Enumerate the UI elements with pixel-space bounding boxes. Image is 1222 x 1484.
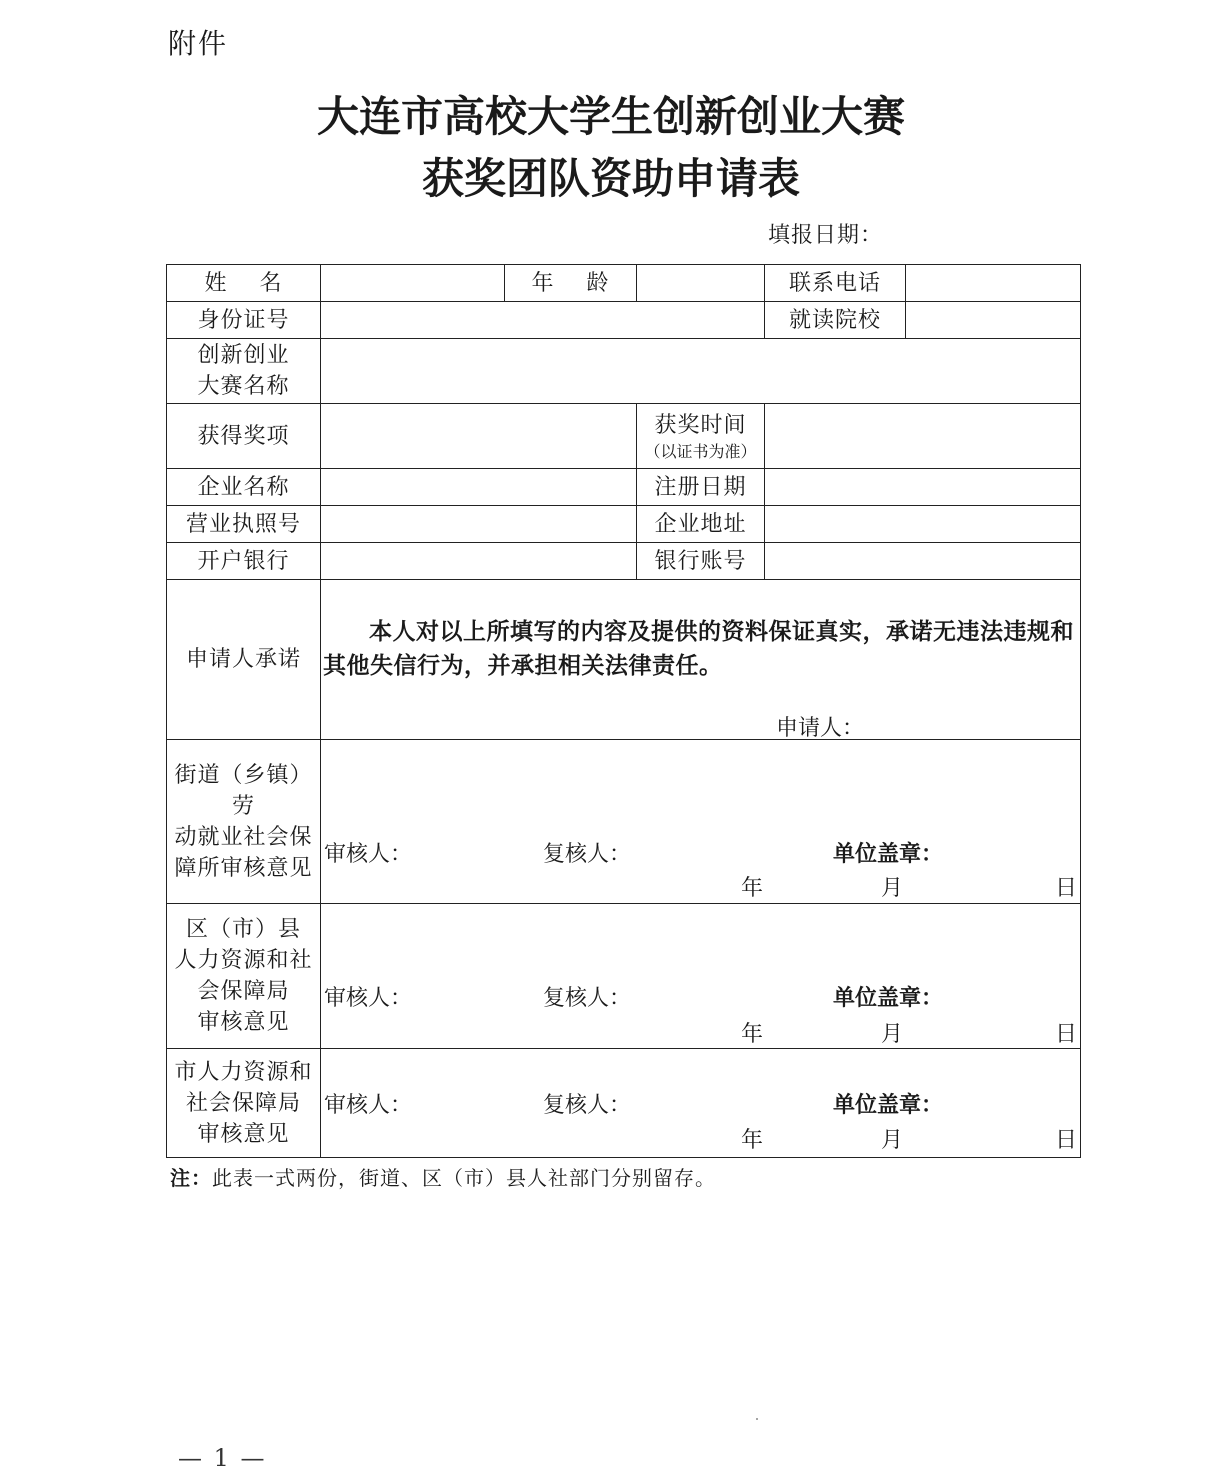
review-district-label-line2: 人力资源和社 [174, 948, 313, 973]
footnote [170, 1162, 716, 1191]
phone-field[interactable] [906, 265, 1081, 302]
license-no-field[interactable] [321, 506, 637, 543]
review-district-label-line1: 区（市）县 [185, 917, 301, 942]
award-time-field[interactable] [765, 404, 1081, 469]
form-title-line1: 大连市高校大学生创新创业大赛 [316, 92, 905, 141]
review-street-label-line2: 动就业社会保 [174, 824, 313, 850]
name-field[interactable] [321, 265, 505, 302]
award-time-note: （以证书为准） [644, 441, 757, 461]
id-number-label: 身份证号 [167, 302, 321, 339]
award-time-label [637, 404, 765, 469]
scan-speck [756, 1418, 758, 1420]
competition-label-line2: 大赛名称 [197, 374, 290, 399]
license-no-label: 营业执照号 [167, 506, 321, 543]
competition-label-line1: 创新创业 [197, 343, 290, 368]
name-label: 姓 名 [167, 265, 321, 302]
applicant-signature-label: 申请人： [776, 715, 865, 741]
review-city-label-line2: 社会保障局 [185, 1090, 301, 1116]
row-license [167, 506, 1081, 543]
month-label: 月 [881, 1127, 904, 1153]
award-label: 获得奖项 [167, 404, 321, 469]
reviewer-label: 审核人： [324, 841, 413, 867]
review-street-label [167, 740, 321, 904]
rechecker-label: 复核人： [543, 985, 632, 1011]
review-street-label-line1: 街道（乡镇）劳 [174, 762, 313, 819]
row-competition [167, 339, 1081, 404]
footnote-prefix: 注： [170, 1166, 212, 1190]
bank-account-label: 银行账号 [637, 543, 765, 580]
seal-label: 单位盖章： [833, 1091, 944, 1118]
bank-label: 开户银行 [167, 543, 321, 580]
company-name-field[interactable] [321, 469, 637, 506]
age-label: 年 龄 [505, 265, 637, 302]
review-city-label-line3: 审核意见 [197, 1121, 290, 1147]
seal-label: 单位盖章： [833, 840, 944, 867]
rechecker-label: 复核人： [543, 841, 632, 867]
row-award [167, 404, 1081, 469]
age-field[interactable] [637, 265, 765, 302]
row-review-city [167, 1049, 1081, 1158]
row-id [167, 302, 1081, 339]
review-district-label-line4: 审核意见 [197, 1010, 290, 1035]
footnote-text: 此表一式两份，街道、区（市）县人社部门分别留存。 [212, 1166, 716, 1190]
company-address-label: 企业地址 [637, 506, 765, 543]
row-pledge [167, 580, 1081, 740]
row-name [167, 265, 1081, 302]
review-street-label-line3: 障所审核意见 [174, 855, 313, 881]
competition-name-label [167, 339, 321, 404]
id-number-field[interactable] [321, 302, 765, 339]
school-label: 就读院校 [765, 302, 906, 339]
month-label: 月 [881, 875, 904, 901]
reg-date-field[interactable] [765, 469, 1081, 506]
reg-date-label: 注册日期 [637, 469, 765, 506]
reviewer-label: 审核人： [324, 985, 413, 1011]
competition-name-field[interactable] [321, 339, 1081, 404]
reviewer-label: 审核人： [324, 1092, 413, 1118]
pledge-label: 申请人承诺 [167, 580, 321, 740]
review-city-label-line1: 市人力资源和 [174, 1059, 313, 1085]
company-name-label: 企业名称 [167, 469, 321, 506]
phone-label: 联系电话 [765, 265, 906, 302]
review-district-label-line3: 会保障局 [197, 979, 290, 1004]
review-city-label [167, 1049, 321, 1158]
form-title-line2: 获奖团队资助申请表 [421, 154, 800, 203]
bank-field[interactable] [321, 543, 637, 580]
day-label: 日 [1055, 1021, 1078, 1047]
day-label: 日 [1055, 875, 1078, 901]
review-district-label [167, 904, 321, 1049]
fill-date-label: 填报日期： [768, 223, 884, 248]
pledge-text: 本人对以上所填写的内容及提供的资料保证真实，承诺无违法违规和其他失信行为，并承担相关法律责任。 [323, 617, 1074, 679]
month-label: 月 [881, 1021, 904, 1047]
review-district-cell[interactable] [321, 904, 1081, 1049]
school-field[interactable] [906, 302, 1081, 339]
award-time-text: 获奖时间 [654, 412, 747, 438]
review-street-cell[interactable] [321, 740, 1081, 904]
page-number: — 1 — [178, 1444, 267, 1472]
rechecker-label: 复核人： [543, 1092, 632, 1118]
company-address-field[interactable] [765, 506, 1081, 543]
row-company [167, 469, 1081, 506]
row-bank [167, 543, 1081, 580]
seal-label: 单位盖章： [833, 984, 944, 1011]
bank-account-field[interactable] [765, 543, 1081, 580]
application-form-table [166, 264, 1081, 1158]
year-label: 年 [741, 1021, 764, 1047]
year-label: 年 [741, 875, 764, 901]
attachment-label: 附件 [168, 27, 229, 60]
day-label: 日 [1055, 1127, 1078, 1153]
row-review-district [167, 904, 1081, 1049]
pledge-cell [321, 580, 1081, 740]
year-label: 年 [741, 1127, 764, 1153]
award-field[interactable] [321, 404, 637, 469]
row-review-street [167, 740, 1081, 904]
review-city-cell[interactable] [321, 1049, 1081, 1158]
